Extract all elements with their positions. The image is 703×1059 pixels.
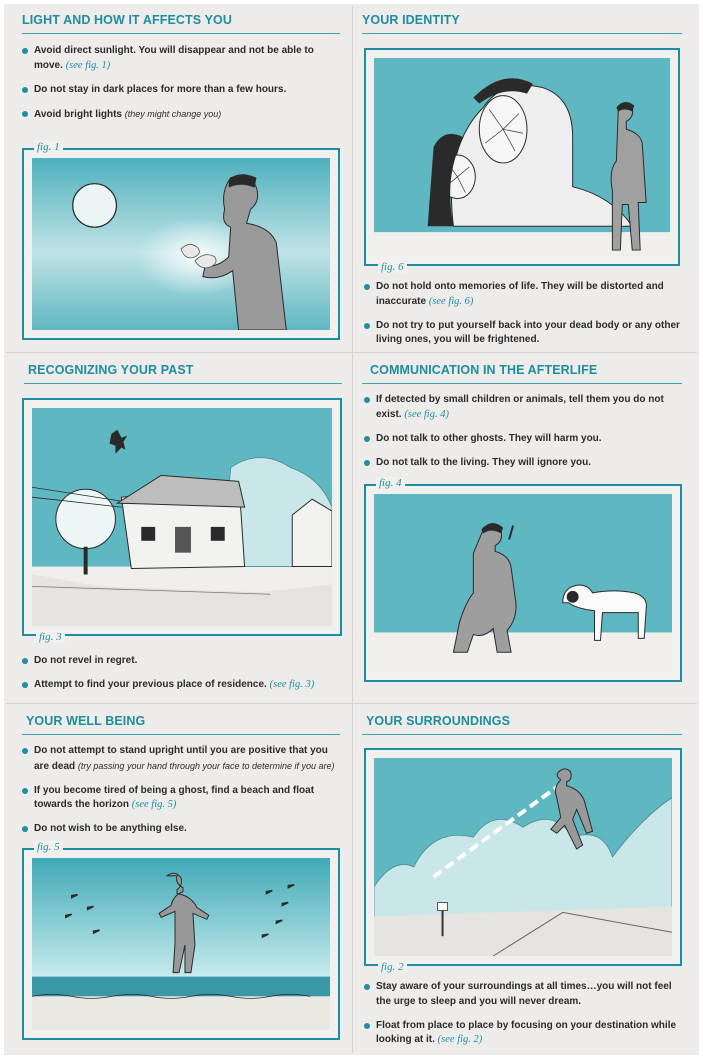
row-divider-2 xyxy=(6,703,697,704)
figure-2-illustration xyxy=(374,758,672,956)
bullet-item: Do not wish to be anything else. xyxy=(22,822,340,837)
column-divider xyxy=(352,6,353,1053)
figure-label: fig. 5 xyxy=(34,841,63,853)
bullet-item: Do not talk to the living. They will ignore you. xyxy=(364,456,684,471)
title-rule xyxy=(362,734,682,735)
section-title: YOUR WELL BEING xyxy=(26,714,146,728)
figure-3-frame xyxy=(22,398,342,643)
figure-5-frame xyxy=(22,841,340,1040)
bullet-list xyxy=(22,744,340,846)
figure-2-frame xyxy=(364,748,682,973)
figure-6-frame xyxy=(364,48,680,273)
bullet-item: Stay aware of your surroundings at all times…you will not feel the urge to sleep and you will never dream. xyxy=(364,980,684,1009)
section-title: YOUR IDENTITY xyxy=(362,13,460,27)
bullet-item: Avoid direct sunlight. You will disappear and not be able to move. (see fig. 1) xyxy=(22,44,337,73)
bullet-item: Do not attempt to stand upright until you are positive that you are dead (try passing your hand through your face to determine if you are) xyxy=(22,744,340,774)
bullet-item: Attempt to find your previous place of residence. (see fig. 3) xyxy=(22,678,340,693)
figure-1-illustration xyxy=(32,158,330,330)
bullet-item: Do not try to put yourself back into your dead body or any other living ones, you will be frightened. xyxy=(364,319,684,348)
section-title: YOUR SURROUNDINGS xyxy=(366,714,511,728)
bullet-item: If detected by small children or animals, tell them you do not exist. (see fig. 4) xyxy=(364,393,684,422)
bullet-item: Do not revel in regret. xyxy=(22,654,340,669)
figure-6-illustration xyxy=(374,58,670,256)
title-rule xyxy=(22,734,340,735)
bullet-list xyxy=(364,980,684,1057)
title-rule xyxy=(24,383,342,384)
bullet-list xyxy=(22,44,337,132)
title-rule xyxy=(362,33,682,34)
bullet-item: Do not stay in dark places for more than a few hours. xyxy=(22,83,337,98)
bullet-item: Avoid bright lights (they might change you) xyxy=(22,107,337,123)
figure-4-illustration xyxy=(374,494,672,672)
section-title: LIGHT AND HOW IT AFFECTS YOU xyxy=(22,13,232,27)
figure-label: fig. 1 xyxy=(34,141,63,153)
section-title: RECOGNIZING YOUR PAST xyxy=(28,363,194,377)
title-rule xyxy=(362,383,682,384)
title-rule xyxy=(22,33,340,34)
figure-label: fig. 2 xyxy=(378,961,407,973)
figure-5-illustration xyxy=(32,858,330,1030)
bullet-item: Do not talk to other ghosts. They will harm you. xyxy=(364,432,684,447)
bullet-list xyxy=(22,654,340,702)
section-title: COMMUNICATION IN THE AFTERLIFE xyxy=(370,363,598,377)
bullet-item: Float from place to place by focusing on your destination while looking at it. (see fig. 2) xyxy=(364,1019,684,1048)
figure-4-frame xyxy=(364,477,682,682)
bullet-list xyxy=(364,393,684,480)
figure-1-frame xyxy=(22,141,340,340)
figure-label: fig. 4 xyxy=(376,477,405,489)
figure-label: fig. 3 xyxy=(36,631,65,643)
bullet-item: If you become tired of being a ghost, find a beach and float towards the horizon (see fig. 5) xyxy=(22,784,340,813)
figure-label: fig. 6 xyxy=(378,261,407,273)
bullet-item: Do not hold onto memories of life. They will be distorted and inaccurate (see fig. 6) xyxy=(364,280,684,309)
figure-3-illustration xyxy=(32,408,332,626)
bullet-list xyxy=(364,280,684,357)
